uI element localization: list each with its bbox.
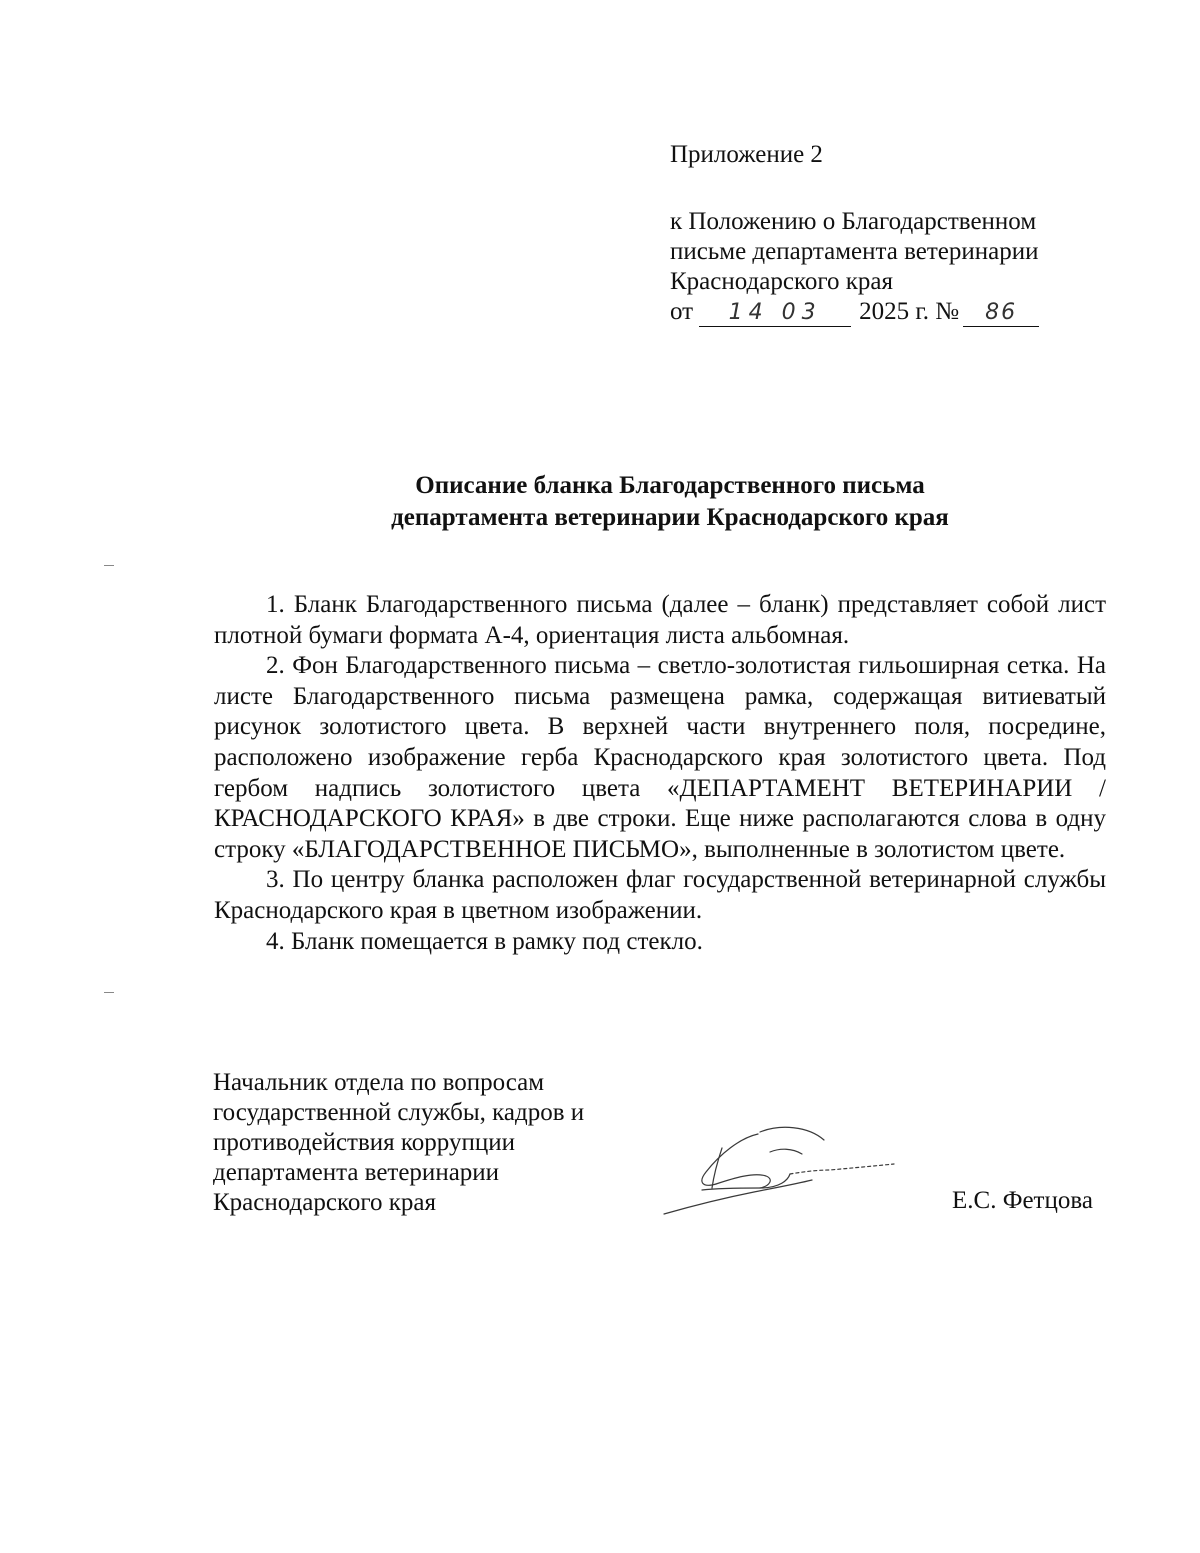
signatory-position: [213, 1068, 584, 1218]
signer-name: Е.С. Фетцова: [952, 1187, 1093, 1214]
appendix-date-row: [670, 297, 1039, 327]
date-prefix: от: [670, 298, 694, 325]
position-line: департамента ветеринарии: [213, 1159, 500, 1186]
position-line: государственной службы, кадров и: [213, 1099, 585, 1126]
appendix-line: к Положению о Благодарственном: [670, 208, 1037, 235]
document-body: [214, 590, 1106, 957]
appendix-block: [670, 140, 1039, 327]
scan-margin-mark: [104, 992, 114, 993]
document-heading: [290, 470, 1050, 534]
handwritten-signature: [662, 1118, 902, 1222]
paragraph: 4. Бланк помещается в рамку под стекло.: [266, 927, 703, 955]
handwritten-number: 86: [963, 300, 1039, 327]
handwritten-date: 14 03: [699, 300, 851, 327]
scan-margin-mark: [104, 565, 114, 566]
appendix-title: Приложение 2: [670, 141, 823, 168]
appendix-line: письме департамента ветеринарии: [670, 238, 1039, 265]
position-line: Начальник отдела по вопросам: [213, 1069, 545, 1096]
heading-line: департамента ветеринарии Краснодарского края: [391, 504, 949, 531]
position-line: противодействия коррупции: [213, 1129, 515, 1156]
heading-line: Описание бланка Благодарственного письма: [415, 472, 925, 499]
paragraph: 2. Фон Благодарственного письма – светло-золотистая гильоширная сетка. На листе Благодарственного письма размещена рамка, содержащая витиеватый рисунок золотистого цвета. В верхней части внутреннего поля, посредине, расположено изображение герба Краснодарского края золотистого цвета. Под гербом надпись золотистого цвета «ДЕПАРТАМЕНТ ВЕТЕРИНАРИИ / КРАСНОДАРСКОГО КРАЯ» в две строки. Еще ниже располагаются слова в одну строку «БЛАГОДАРСТВЕННОЕ ПИСЬМО», выполненные в золотистом цвете.: [214, 652, 1106, 863]
year-text: 2025 г. №: [859, 298, 960, 325]
paragraph: 1. Бланк Благодарственного письма (далее – бланк) представляет собой лист плотной бумаги формата А-4, ориентация листа альбомная.: [214, 591, 1106, 649]
paragraph: 3. По центру бланка расположен флаг государственной ветеринарной службы Краснодарского края в цветном изображении.: [214, 866, 1106, 924]
appendix-line: Краснодарского края: [670, 268, 893, 295]
position-line: Краснодарского края: [213, 1189, 436, 1216]
